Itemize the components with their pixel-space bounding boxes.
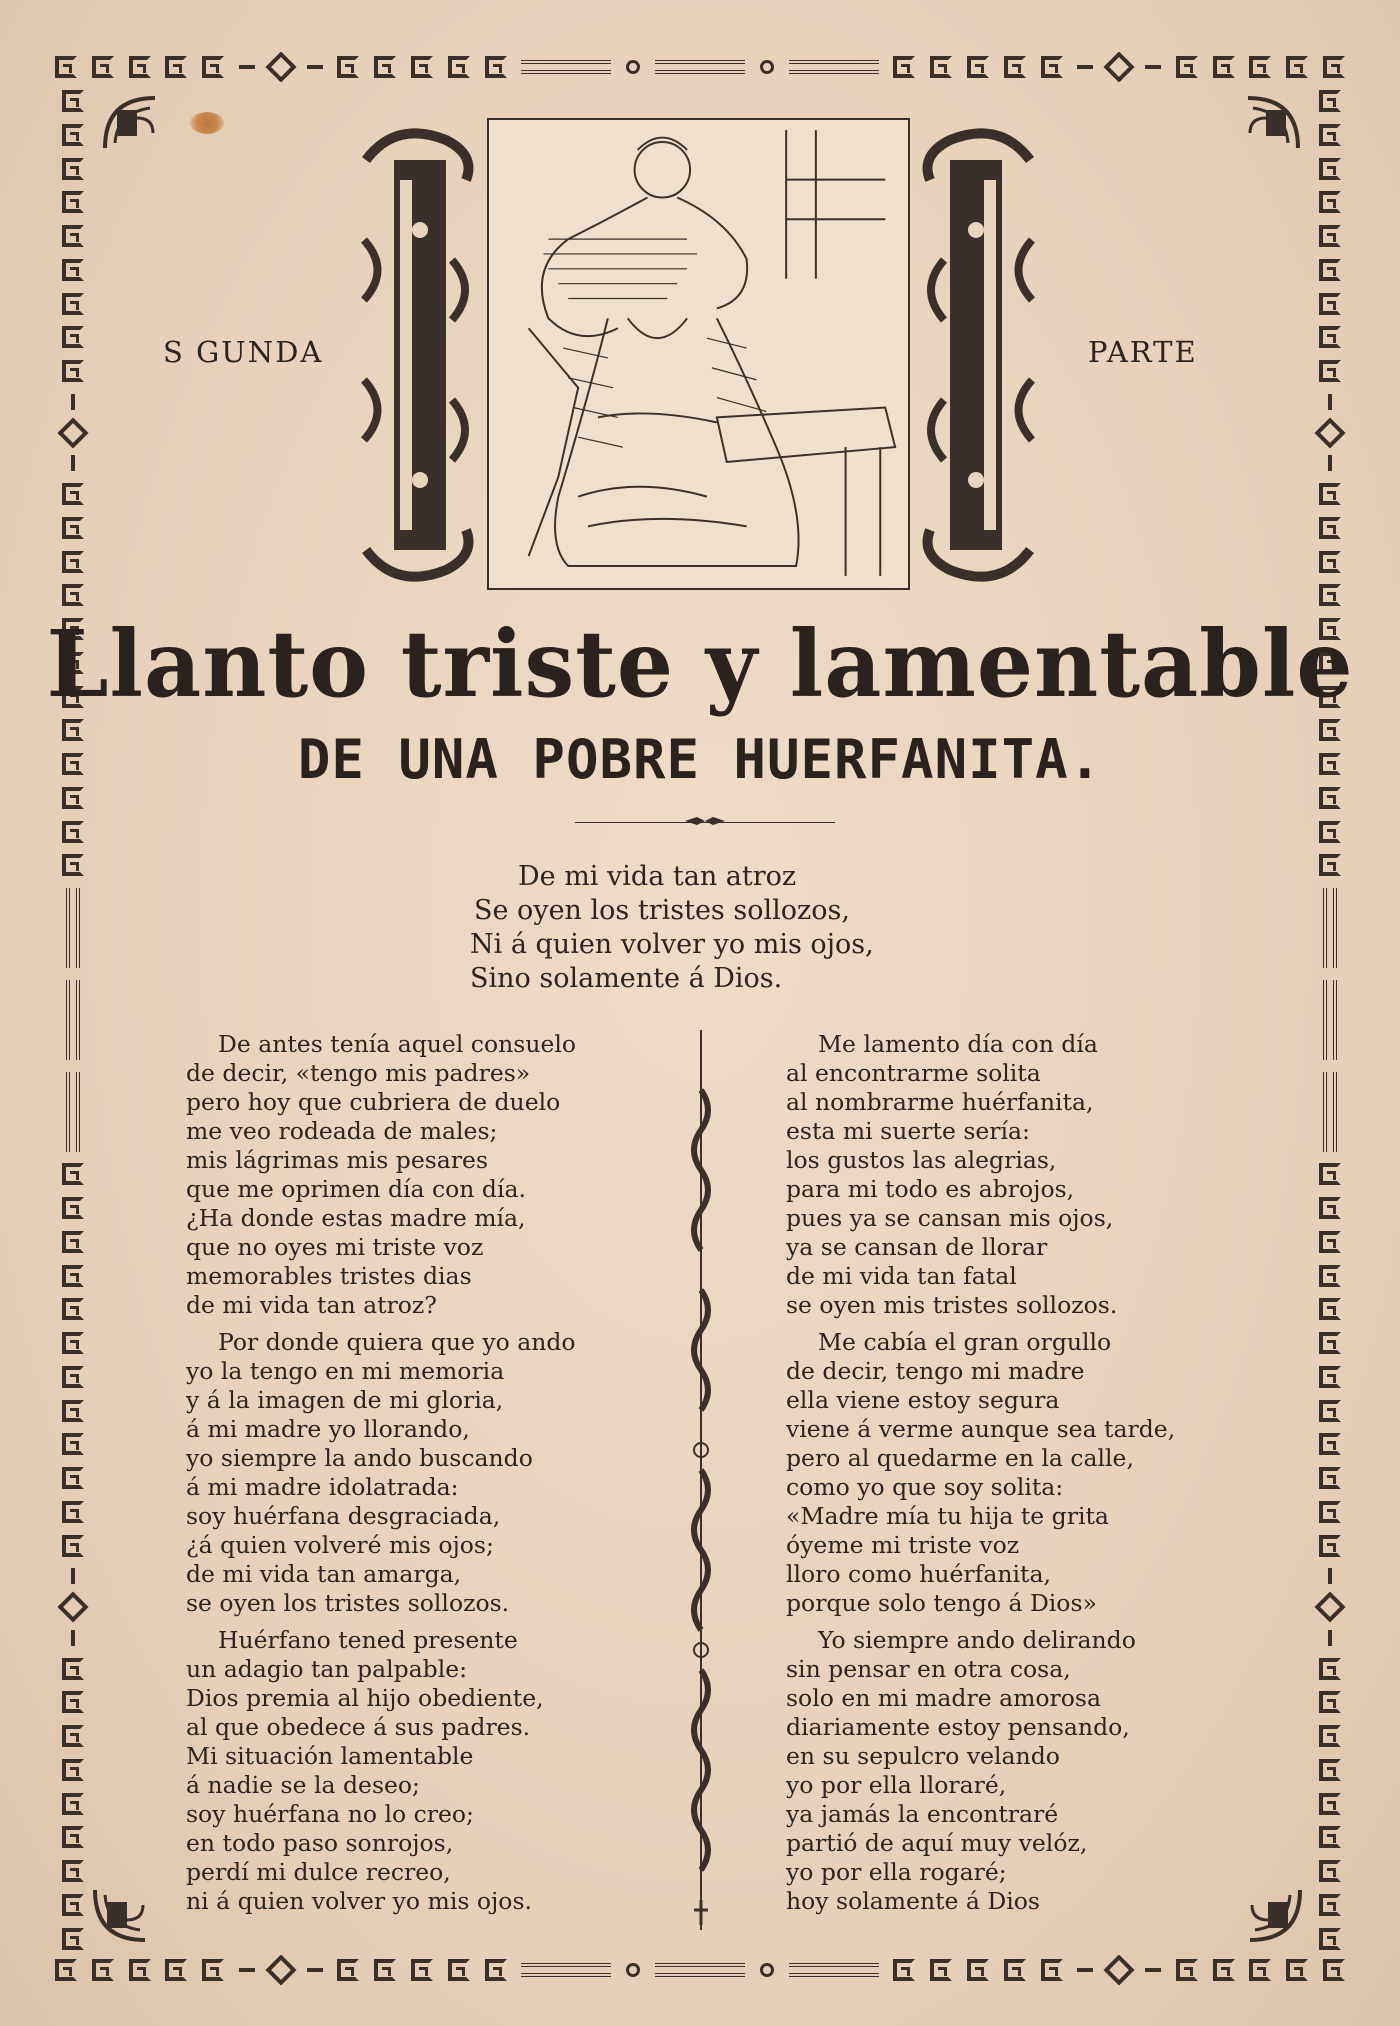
- rule-ornament-icon: [683, 814, 727, 828]
- corner-ornament-icon: [95, 88, 165, 158]
- greek-key-icon: [62, 1691, 84, 1713]
- greek-key-icon: [62, 1298, 84, 1320]
- greek-key-icon: [62, 517, 84, 539]
- verse-line: Huérfano tened presente: [218, 1626, 518, 1654]
- greek-key-icon: [62, 854, 84, 876]
- greek-key-icon: [62, 1759, 84, 1781]
- dash-icon: [307, 1968, 323, 1972]
- greek-key-icon: [62, 360, 84, 382]
- greek-key-icon: [1286, 1959, 1308, 1981]
- verse-line: viene á verme aunque sea tarde,: [786, 1415, 1176, 1443]
- stanza: [186, 1626, 666, 1916]
- greek-key-icon: [62, 1725, 84, 1747]
- greek-key-icon: [411, 56, 433, 78]
- verse-line: pero hoy que cubriera de duelo: [186, 1088, 561, 1116]
- verse-line: al nombrarme huérfanita,: [786, 1088, 1094, 1116]
- greek-key-icon: [1319, 191, 1341, 213]
- greek-key-icon: [374, 56, 396, 78]
- greek-key-icon: [165, 1959, 187, 1981]
- greek-key-icon: [1323, 56, 1345, 78]
- verse-line: ya jamás la encontraré: [786, 1800, 1059, 1828]
- verse-line: yo por ella lloraré,: [786, 1771, 1007, 1799]
- verse-line: de mi vida tan amarga,: [186, 1560, 462, 1588]
- diamond-icon: [1104, 1955, 1135, 1985]
- greek-key-icon: [1319, 259, 1341, 281]
- greek-key-icon: [62, 1928, 84, 1950]
- right-column: [786, 1030, 1256, 1924]
- verse-line: se oyen mis tristes sollozos.: [786, 1291, 1118, 1319]
- left-border: [56, 90, 90, 1950]
- verse-line: solo en mi madre amorosa: [786, 1684, 1101, 1712]
- scroll-icon: [66, 1072, 80, 1152]
- dash-icon: [71, 394, 75, 410]
- verse-line: yo siempre la ando buscando: [186, 1444, 533, 1472]
- greek-key-icon: [1319, 584, 1341, 606]
- greek-key-icon: [62, 1793, 84, 1815]
- verse-line: partió de aquí muy velóz,: [786, 1829, 1088, 1857]
- greek-key-icon: [1319, 1725, 1341, 1747]
- greek-key-icon: [1041, 56, 1063, 78]
- header-left-word: S GUNDA: [163, 335, 324, 369]
- greek-key-icon: [448, 1959, 470, 1981]
- scroll-icon: [66, 980, 80, 1060]
- verse-line: que me oprimen día con día.: [186, 1175, 526, 1203]
- verse-line: soy huérfana desgraciada,: [186, 1502, 501, 1530]
- dash-icon: [239, 65, 255, 69]
- ornamental-capital-icon: [356, 120, 484, 590]
- verse-line: memorables tristes dias: [186, 1262, 472, 1290]
- greek-key-icon: [62, 821, 84, 843]
- greek-key-icon: [1319, 326, 1341, 348]
- greek-key-icon: [1319, 1860, 1341, 1882]
- vine-divider-icon: [686, 1030, 716, 1930]
- greek-key-icon: [1319, 124, 1341, 146]
- greek-key-icon: [1319, 90, 1341, 112]
- dash-icon: [1145, 1968, 1161, 1972]
- intro-line: Sino solamente á Dios.: [470, 963, 783, 994]
- greek-key-icon: [411, 1959, 433, 1981]
- greek-key-icon: [1319, 854, 1341, 876]
- greek-key-icon: [129, 56, 151, 78]
- verse-line: de decir, «tengo mis padres»: [186, 1059, 531, 1087]
- greek-key-icon: [202, 1959, 224, 1981]
- scroll-icon: [521, 1963, 611, 1977]
- greek-key-icon: [62, 584, 84, 606]
- greek-key-icon: [1323, 1959, 1345, 1981]
- verse-line: Mi situación lamentable: [186, 1742, 474, 1770]
- greek-key-icon: [1176, 1959, 1198, 1981]
- verse-line: porque solo tengo á Dios»: [786, 1589, 1097, 1617]
- scroll-icon: [1323, 1072, 1337, 1152]
- greek-key-icon: [165, 56, 187, 78]
- greek-key-icon: [1213, 1959, 1235, 1981]
- verse-line: los gustos las alegrias,: [786, 1146, 1057, 1174]
- greek-key-icon: [62, 326, 84, 348]
- greek-key-icon: [62, 191, 84, 213]
- verse-line: sin pensar en otra cosa,: [786, 1655, 1071, 1683]
- greek-key-icon: [337, 56, 359, 78]
- greek-key-icon: [337, 1959, 359, 1981]
- greek-key-icon: [62, 1231, 84, 1253]
- verse-line: pues ya se cansan mis ojos,: [786, 1204, 1114, 1232]
- greek-key-icon: [1319, 517, 1341, 539]
- intro-line: Se oyen los tristes sollozos,: [474, 895, 850, 926]
- ring-icon: [626, 1963, 640, 1977]
- greek-key-icon: [62, 225, 84, 247]
- verse-line: ella viene estoy segura: [786, 1386, 1060, 1414]
- greek-key-icon: [1319, 1231, 1341, 1253]
- greek-key-icon: [202, 56, 224, 78]
- greek-key-icon: [1319, 1928, 1341, 1950]
- greek-key-icon: [62, 1658, 84, 1680]
- dash-icon: [1077, 1968, 1093, 1972]
- verse-line: un adagio tan palpable:: [186, 1655, 468, 1683]
- greek-key-icon: [62, 1501, 84, 1523]
- scroll-icon: [1323, 980, 1337, 1060]
- ring-icon: [760, 60, 774, 74]
- dash-icon: [1328, 1630, 1332, 1646]
- greek-key-icon: [62, 1894, 84, 1916]
- greek-key-icon: [448, 56, 470, 78]
- greek-key-icon: [62, 1265, 84, 1287]
- dash-icon: [1145, 65, 1161, 69]
- greek-key-icon: [1319, 1535, 1341, 1557]
- greek-key-icon: [893, 56, 915, 78]
- greek-key-icon: [1319, 360, 1341, 382]
- verse-line: al encontrarme solita: [786, 1059, 1041, 1087]
- dash-icon: [1328, 455, 1332, 471]
- greek-key-icon: [92, 56, 114, 78]
- greek-key-icon: [55, 1959, 77, 1981]
- greek-key-icon: [1004, 56, 1026, 78]
- greek-key-icon: [1319, 1265, 1341, 1287]
- greek-key-icon: [1319, 1163, 1341, 1185]
- scroll-icon: [655, 60, 745, 74]
- scroll-icon: [66, 888, 80, 968]
- greek-key-icon: [1319, 551, 1341, 573]
- verse-line: Yo siempre ando delirando: [818, 1626, 1136, 1654]
- greek-key-icon: [1319, 483, 1341, 505]
- greek-key-icon: [62, 1826, 84, 1848]
- greek-key-icon: [1004, 1959, 1026, 1981]
- dash-icon: [71, 1630, 75, 1646]
- intro-line: De mi vida tan atroz: [518, 861, 797, 892]
- diamond-icon: [57, 417, 88, 448]
- verse-line: á mi madre idolatrada:: [186, 1473, 459, 1501]
- ink-stain: [190, 112, 224, 134]
- stanza: [786, 1328, 1256, 1618]
- verse-line: Me lamento día con día: [818, 1030, 1098, 1058]
- diamond-icon: [1104, 52, 1135, 82]
- verse-line: de mi vida tan atroz?: [186, 1291, 437, 1319]
- corner-ornament-icon: [85, 1880, 155, 1950]
- greek-key-icon: [62, 124, 84, 146]
- verse-line: que no oyes mi triste voz: [186, 1233, 484, 1261]
- greek-key-icon: [1213, 56, 1235, 78]
- diamond-icon: [1314, 1591, 1345, 1622]
- stanza: [786, 1030, 1256, 1320]
- stanza: [186, 1030, 666, 1320]
- greek-key-icon: [129, 1959, 151, 1981]
- greek-key-icon: [1319, 1366, 1341, 1388]
- woodcut-illustration: [487, 118, 910, 590]
- greek-key-icon: [1041, 1959, 1063, 1981]
- greek-key-icon: [62, 1400, 84, 1422]
- diamond-icon: [57, 1591, 88, 1622]
- greek-key-icon: [893, 1959, 915, 1981]
- scroll-icon: [789, 1963, 879, 1977]
- verse-line: y á la imagen de mi gloria,: [186, 1386, 504, 1414]
- greek-key-icon: [1319, 1467, 1341, 1489]
- greek-key-icon: [1319, 225, 1341, 247]
- verse-line: Dios premia al hijo obediente,: [186, 1684, 544, 1712]
- greek-key-icon: [930, 56, 952, 78]
- verse-line: á nadie se la deseo;: [186, 1771, 420, 1799]
- verse-line: ni á quien volver yo mis ojos.: [186, 1887, 532, 1915]
- scroll-icon: [789, 60, 879, 74]
- left-column: [186, 1030, 666, 1924]
- greek-key-icon: [967, 56, 989, 78]
- diamond-icon: [265, 52, 296, 82]
- verse-line: hoy solamente á Dios: [786, 1887, 1040, 1915]
- greek-key-icon: [62, 1163, 84, 1185]
- greek-key-icon: [1286, 56, 1308, 78]
- corner-ornament-icon: [1238, 88, 1308, 158]
- verse-line: se oyen los tristes sollozos.: [186, 1589, 510, 1617]
- scroll-icon: [1323, 888, 1337, 968]
- verse-line: perdí mi dulce recreo,: [186, 1858, 451, 1886]
- verse-line: pero al quedarme en la calle,: [786, 1444, 1134, 1472]
- dash-icon: [307, 65, 323, 69]
- verse-line: á mi madre yo llorando,: [186, 1415, 470, 1443]
- dash-icon: [1328, 394, 1332, 410]
- top-border: [55, 52, 1345, 82]
- page-title: Llanto triste y lamentable: [46, 610, 1354, 718]
- right-border: [1313, 90, 1347, 1950]
- greek-key-icon: [1319, 1658, 1341, 1680]
- verse-line: de decir, tengo mi madre: [786, 1357, 1085, 1385]
- greek-key-icon: [62, 90, 84, 112]
- dash-icon: [1328, 1568, 1332, 1584]
- ring-icon: [626, 60, 640, 74]
- scroll-icon: [521, 60, 611, 74]
- greek-key-icon: [1319, 1826, 1341, 1848]
- verse-line: al que obedece á sus padres.: [186, 1713, 531, 1741]
- dash-icon: [239, 1968, 255, 1972]
- verse-line: mis lágrimas mis pesares: [186, 1146, 489, 1174]
- verse-line: esta mi suerte sería:: [786, 1117, 1030, 1145]
- greek-key-icon: [62, 1467, 84, 1489]
- greek-key-icon: [62, 1433, 84, 1455]
- greek-key-icon: [62, 158, 84, 180]
- greek-key-icon: [62, 1535, 84, 1557]
- greek-key-icon: [1319, 821, 1341, 843]
- verse-line: como yo que soy solita:: [786, 1473, 1064, 1501]
- intro-line: Ni á quien volver yo mis ojos,: [470, 929, 874, 960]
- verse-line: Por donde quiera que yo ando: [218, 1328, 576, 1356]
- greek-key-icon: [62, 1366, 84, 1388]
- greek-key-icon: [1319, 1501, 1341, 1523]
- ornamental-capital-icon: [912, 120, 1040, 590]
- greek-key-icon: [485, 56, 507, 78]
- dash-icon: [71, 455, 75, 471]
- diamond-icon: [265, 1955, 296, 1985]
- verse-line: soy huérfana no lo creo;: [186, 1800, 474, 1828]
- greek-key-icon: [1319, 1894, 1341, 1916]
- stanza: [186, 1328, 666, 1618]
- greek-key-icon: [1319, 1332, 1341, 1354]
- verse-line: yo por ella rogaré;: [786, 1858, 1007, 1886]
- greek-key-icon: [1319, 1793, 1341, 1815]
- verse-line: en todo paso sonrojos,: [186, 1829, 454, 1857]
- greek-key-icon: [1319, 1433, 1341, 1455]
- greek-key-icon: [1319, 1197, 1341, 1219]
- greek-key-icon: [92, 1959, 114, 1981]
- greek-key-icon: [1319, 1298, 1341, 1320]
- greek-key-icon: [62, 259, 84, 281]
- greek-key-icon: [1319, 293, 1341, 315]
- bottom-border: [55, 1955, 1345, 1985]
- verse-line: de mi vida tan fatal: [786, 1262, 1017, 1290]
- greek-key-icon: [1319, 158, 1341, 180]
- greek-key-icon: [1319, 1691, 1341, 1713]
- dash-icon: [71, 1568, 75, 1584]
- verse-line: en su sepulcro velando: [786, 1742, 1060, 1770]
- ring-icon: [760, 1963, 774, 1977]
- greek-key-icon: [1319, 1400, 1341, 1422]
- intro-verse: [470, 860, 990, 996]
- verse-line: Me cabía el gran orgullo: [818, 1328, 1112, 1356]
- greek-key-icon: [62, 483, 84, 505]
- verse-line: ya se cansan de llorar: [786, 1233, 1048, 1261]
- greek-key-icon: [62, 551, 84, 573]
- greek-key-icon: [1176, 56, 1198, 78]
- verse-line: óyeme mi triste voz: [786, 1531, 1020, 1559]
- diamond-icon: [1314, 417, 1345, 448]
- greek-key-icon: [374, 1959, 396, 1981]
- dash-icon: [1077, 65, 1093, 69]
- verse-line: ¿á quien volveré mis ojos;: [186, 1531, 494, 1559]
- verse-line: para mi todo es abrojos,: [786, 1175, 1075, 1203]
- verse-line: lloro como huérfanita,: [786, 1560, 1051, 1588]
- verse-line: De antes tenía aquel consuelo: [218, 1030, 577, 1058]
- greek-key-icon: [1249, 56, 1271, 78]
- greek-key-icon: [1319, 1759, 1341, 1781]
- verse-line: me veo rodeada de males;: [186, 1117, 498, 1145]
- verse-line: ¿Ha donde estas madre mía,: [186, 1204, 526, 1232]
- stanza: [786, 1626, 1256, 1916]
- verse-line: yo la tengo en mi memoria: [186, 1357, 505, 1385]
- greek-key-icon: [55, 56, 77, 78]
- greek-key-icon: [1249, 1959, 1271, 1981]
- greek-key-icon: [930, 1959, 952, 1981]
- greek-key-icon: [62, 1197, 84, 1219]
- verse-line: diariamente estoy pensando,: [786, 1713, 1130, 1741]
- page-subtitle: DE UNA POBRE HUERFANITA.: [297, 728, 1103, 791]
- verse-line: «Madre mía tu hija te grita: [786, 1502, 1109, 1530]
- greek-key-icon: [62, 293, 84, 315]
- greek-key-icon: [62, 1860, 84, 1882]
- greek-key-icon: [62, 1332, 84, 1354]
- greek-key-icon: [967, 1959, 989, 1981]
- scroll-icon: [655, 1963, 745, 1977]
- greek-key-icon: [485, 1959, 507, 1981]
- header-right-word: PARTE: [1088, 335, 1198, 369]
